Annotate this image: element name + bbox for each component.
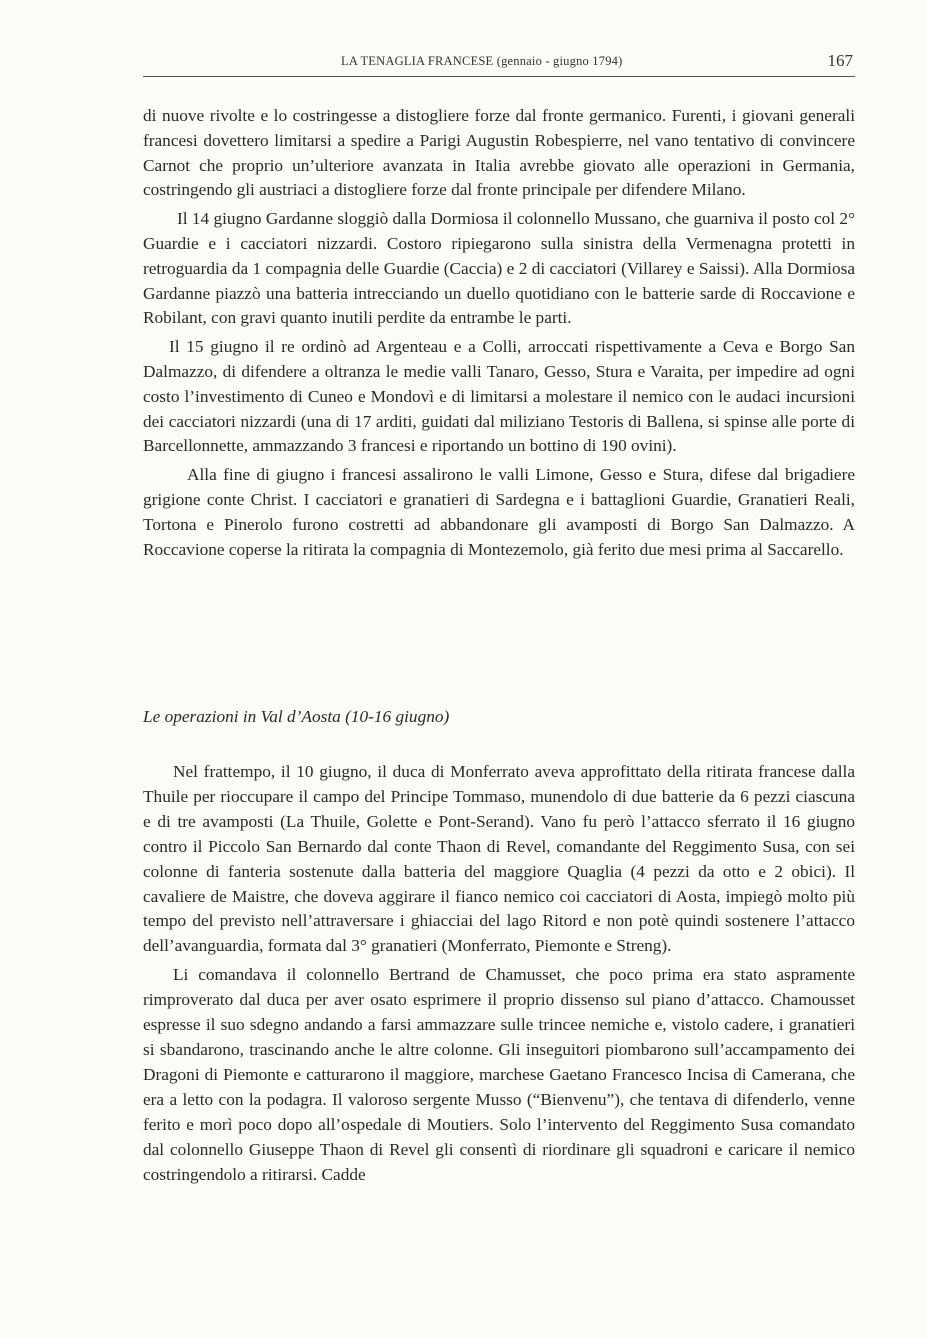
paragraph-6: Li comandava il colonnello Bertrand de Chamusset, che poco prima era stato aspramente rimproverato dal duca per aver osato esprimere il proprio dissenso sul piano d’attacco. Chamousset espresse il suo sdegno andando a farsi ammazzare sulle trincee nemiche e, vistolo cadere, i granatieri si sbandarono, trascinando anche le altre colonne. Gli inseguitori piombarono sull’accampamento dei Dragoni di Piemonte e catturarono il maggiore, marchese Gaetano Francesco Incisa di Camerana, che era a letto con la podagra. Il valoroso sergente Musso (“Bienvenu”), che tentava di difenderlo, venne ferito e morì poco dopo all’ospedale di Moutiers. Solo l’intervento del Reggimento Susa comandato dal colonnello Giuseppe Thaon di Revel gli consentì di riordinare gli squadroni e caricare il nemico costringendolo a ritirarsi. Cadde	[143, 965, 855, 1184]
running-header	[143, 50, 855, 77]
paragraph-2: Il 14 giugno Gardanne sloggiò dalla Dormiosa il colonnello Mussano, che guarniva il posto col 2° Guardie e i cacciatori nizzardi. Costoro ripiegarono sulla sinistra della Vermenagna protetti in retroguardia da 1 compagnia delle Guardie (Caccia) e 2 di cacciatori (Villarey e Saissi). Alla Dormiosa Gardanne piazzò una batteria intrecciando un duello quotidiano con le batterie sarde di Roccavione e Robilant, con gravi quanto inutili perdite da entrambe le parti.	[143, 209, 855, 328]
paragraph-3: Il 15 giugno il re ordinò ad Argenteau e a Colli, arroccati rispettivamente a Ceva e Borgo San Dalmazzo, di difendere a oltranza le medie valli Tanaro, Gesso, Stura e Varaita, per impedire ad ogni costo l’investimento di Cuneo e Mondovì e di limitarsi a molestare il nemico con le audaci incursioni dei cacciatori nizzardi (una di 17 arditi, guidati dal miliziano Testoris di Ballena, si spinse alle porte di Barcellonnette, ammazzando 3 francesi e riportando un bottino di 190 ovini).	[143, 337, 855, 456]
paragraph-4: Alla fine di giugno i francesi assalirono le valli Limone, Gesso e Stura, difese dal brigadiere grigione conte Christ. I cacciatori e granatieri di Sardegna e i battaglioni Guardie, Granatieri Reali, Tortona e Pinerolo furono costretti ad abbandonare gli avamposti di Borgo San Dalmazzo. A Roccavione coperse la ritirata la compagnia di Montezemolo, già ferito due mesi prima al Saccarello.	[143, 465, 855, 559]
section-heading: Le operazioni in Val d’Aosta (10-16 giugno)	[143, 707, 450, 726]
paragraph-5: Nel frattempo, il 10 giugno, il duca di Monferrato aveva approfittato della ritirata francese dalla Thuile per rioccupare il campo del Principe Tommaso, munendolo di due batterie da 6 pezzi ciascuna e di tre avamposti (La Thuile, Golette e Pont-Serand). Vano fu però l’attacco sferrato il 16 giugno contro il Piccolo San Bernardo dal conte Thaon di Revel, comandante del Reggimento Susa, con sei colonne di fanteria sostenute dalla batteria del maggiore Quaglia (4 pezzi da otto e 2 obici). Il cavaliere de Maistre, che doveva aggirare il fianco nemico coi cacciatori di Aosta, impiegò molto più tempo del previsto nell’attraversare i ghiacciai del lago Ritord e non potè quindi sostenere l’attacco dell’avanguardia, formata dal 3° granatieri (Monferrato, Piemonte e Streng).	[143, 762, 855, 956]
body-text-bottom	[143, 760, 855, 1187]
running-title: LA TENAGLIA FRANCESE (gennaio - giugno 1794)	[341, 54, 623, 68]
paragraph-1: di nuove rivolte e lo costringesse a distogliere forze dal fronte germanico. Furenti, i giovani generali francesi dovettero limitarsi a spedire a Parigi Augustin Robespierre, nel vano tentativo di convincere Carnot che proprio un’ulteriore avanzata in Italia avrebbe giovato alle operazioni in Germania, costringendo gli austriaci a distogliere forze dal fronte principale per difendere Milano.	[143, 106, 855, 200]
page-number: 167	[827, 51, 853, 70]
body-text-top	[143, 104, 855, 562]
